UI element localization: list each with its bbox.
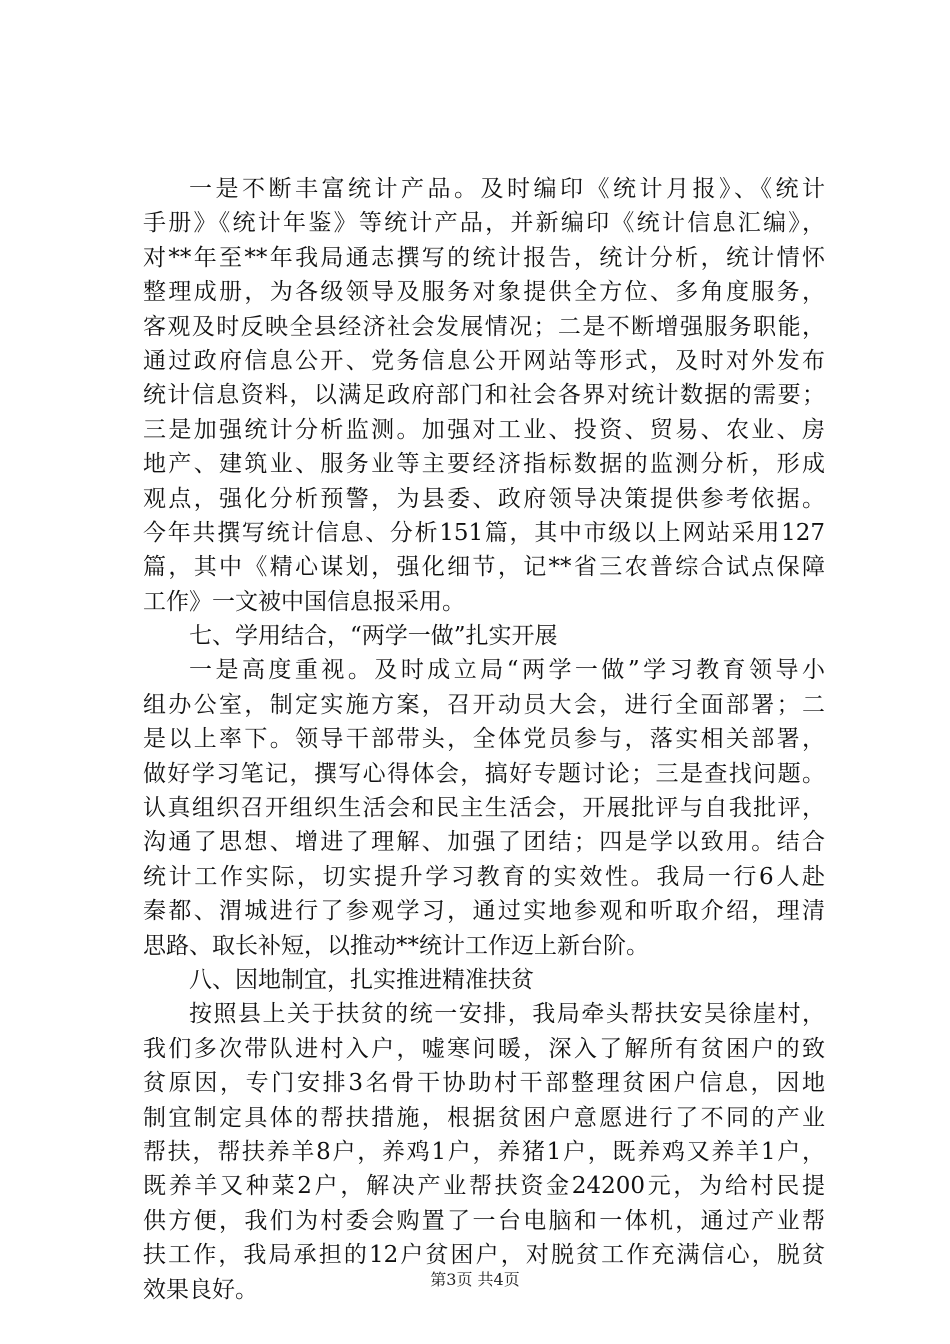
text-line: 八、因地制宜，扎实推进精准扶贫: [189, 966, 534, 993]
text-line: 手册》《统计年鉴》等统计产品，并新编印《统计信息汇编》，: [143, 210, 825, 237]
section-heading: [143, 963, 825, 997]
text-line: 七、学用结合，“两学一做”扎实开展: [189, 623, 558, 650]
text-line: 一是高度重视。及时成立局“两学一做”学习教育领导小: [189, 657, 825, 684]
text-line: 按照县上关于扶贫的统一安排，我局牵头帮扶安吴徐崖村，: [189, 1001, 825, 1028]
text-line: 供方便，我们为村委会购置了一台电脑和一体机，通过产业帮: [143, 1207, 825, 1234]
text-line: 组办公室，制定实施方案，召开动员大会，进行全面部署；二: [143, 691, 825, 718]
document-body: [143, 172, 825, 1307]
paragraph: [143, 997, 825, 1307]
text-line: 扶工作，我局承担的12户贫困户，对脱贫工作充满信心，脱贫: [143, 1242, 825, 1269]
text-line: 秦都、渭城进行了参观学习，通过实地参观和听取介绍，理清: [143, 898, 825, 925]
text-line: 观点，强化分析预警，为县委、政府领导决策提供参考依据。: [143, 485, 825, 512]
section-heading: [143, 619, 825, 653]
text-line: 贫原因，专门安排3名骨干协助村干部整理贫困户信息，因地: [143, 1070, 825, 1097]
page-footer: 第3页 共4页: [430, 1270, 520, 1289]
text-line: 思路、取长补短，以推动**统计工作迈上新台阶。: [143, 932, 649, 959]
text-line: 工作》一文被中国信息报采用。: [143, 588, 465, 615]
text-line: 三是加强统计分析监测。加强对工业、投资、贸易、农业、房: [143, 416, 825, 443]
text-line: 一是不断丰富统计产品。及时编印《统计月报》、《统计: [189, 176, 825, 202]
paragraph: [143, 172, 825, 619]
text-line: 对**年至**年我局通志撰写的统计报告，统计分析，统计情怀: [143, 244, 825, 271]
text-line: 是以上率下。领导干部带头，全体党员参与，落实相关部署，: [143, 726, 825, 753]
text-line: 我们多次带队进村入户，嘘寒问暖，深入了解所有贫困户的致: [143, 1035, 825, 1062]
text-line: 沟通了思想、增进了理解、加强了团结；四是学以致用。结合: [143, 829, 825, 856]
text-line: 认真组织召开组织生活会和民主生活会，开展批评与自我批评，: [143, 795, 825, 822]
paragraph: [143, 653, 825, 963]
text-line: 统计工作实际，切实提升学习教育的实效性。我局一行6人赴: [143, 863, 825, 890]
text-line: 地产、建筑业、服务业等主要经济指标数据的监测分析，形成: [143, 451, 825, 478]
text-line: 帮扶，帮扶养羊8户，养鸡1户，养猪1户，既养鸡又养羊1户，: [143, 1138, 825, 1165]
text-line: 统计信息资料，以满足政府部门和社会各界对统计数据的需要；: [143, 382, 825, 409]
text-line: 整理成册，为各级领导及服务对象提供全方位、多角度服务，: [143, 279, 825, 306]
text-line: 做好学习笔记，撰写心得体会，搞好专题讨论；三是查找问题。: [143, 760, 825, 787]
text-line: 既养羊又种菜2户，解决产业帮扶资金24200元，为给村民提: [143, 1173, 825, 1200]
text-line: 客观及时反映全县经济社会发展情况；二是不断增强服务职能，: [143, 313, 825, 340]
text-line: 效果良好。: [143, 1276, 258, 1303]
text-line: 通过政府信息公开、党务信息公开网站等形式，及时对外发布: [143, 347, 825, 374]
text-line: 篇，其中《精心谋划，强化细节，记**省三农普综合试点保障: [143, 554, 825, 581]
text-line: 今年共撰写统计信息、分析151篇，其中市级以上网站采用127: [143, 519, 825, 546]
text-line: 制宜制定具体的帮扶措施，根据贫困户意愿进行了不同的产业: [143, 1104, 825, 1131]
